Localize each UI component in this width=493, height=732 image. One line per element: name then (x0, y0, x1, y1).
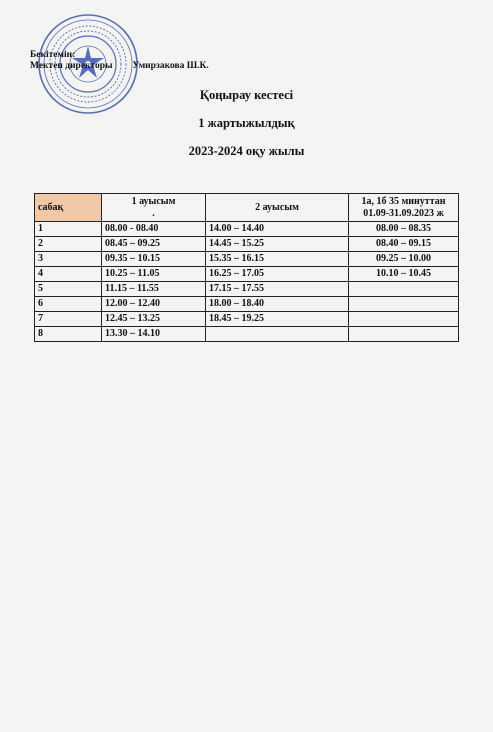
header-special-schedule (349, 194, 459, 222)
table-header-row (35, 194, 459, 222)
lesson-number-cell: 8 (35, 327, 102, 342)
table-row (35, 282, 459, 297)
lesson-number-cell: 5 (35, 282, 102, 297)
lesson-number-cell: 1 (35, 222, 102, 237)
header-shift-1-mark: . (152, 207, 155, 219)
table-row (35, 222, 459, 237)
document-title: Қоңырау кестесі (199, 88, 294, 102)
shift-1-time-cell: 12.00 – 12.40 (102, 297, 206, 312)
shift-2-time-cell: 18.45 – 19.25 (206, 312, 349, 327)
academic-year-label: 2023-2024 оқу жылы (188, 144, 305, 158)
header-shift-2: 2 ауысым (206, 194, 349, 222)
shift-2-time-cell: 17.15 – 17.55 (206, 282, 349, 297)
special-time-cell: 08.40 – 09.15 (349, 237, 459, 252)
lesson-number-cell: 3 (35, 252, 102, 267)
lesson-number-cell: 6 (35, 297, 102, 312)
shift-2-time-cell (206, 327, 349, 342)
special-time-cell (349, 327, 459, 342)
special-time-cell: 09.25 – 10.00 (349, 252, 459, 267)
director-name: Умирзакова Ш.К. (132, 61, 209, 71)
term-label: 1 жартыжылдық (198, 116, 295, 130)
table-row (35, 267, 459, 282)
table-row (35, 252, 459, 267)
shift-2-time-cell: 14.45 – 15.25 (206, 237, 349, 252)
approval-signature-line (30, 61, 209, 72)
header-lesson: сабақ (35, 194, 102, 222)
special-time-cell: 10.10 – 10.45 (349, 267, 459, 282)
shift-1-time-cell: 10.25 – 11.05 (102, 267, 206, 282)
shift-2-time-cell: 14.00 – 14.40 (206, 222, 349, 237)
header-shift-1-label: 1 ауысым (131, 195, 176, 207)
shift-1-time-cell: 13.30 – 14.10 (102, 327, 206, 342)
bell-schedule-table (34, 193, 459, 342)
shift-1-time-cell: 08.00 - 08.40 (102, 222, 206, 237)
shift-2-time-cell: 18.00 – 18.40 (206, 297, 349, 312)
header-shift-1 (102, 194, 206, 222)
lesson-number-cell: 2 (35, 237, 102, 252)
special-time-cell: 08.00 – 08.35 (349, 222, 459, 237)
table-row (35, 327, 459, 342)
shift-2-time-cell: 16.25 – 17.05 (206, 267, 349, 282)
shift-1-time-cell: 12.45 – 13.25 (102, 312, 206, 327)
header-special-line-2: 01.09-31.09.2023 ж (363, 207, 444, 219)
shift-1-time-cell: 08.45 – 09.25 (102, 237, 206, 252)
special-time-cell (349, 312, 459, 327)
shift-1-time-cell: 11.15 – 11.55 (102, 282, 206, 297)
special-time-cell (349, 282, 459, 297)
shift-2-time-cell: 15.35 – 16.15 (206, 252, 349, 267)
special-time-cell (349, 297, 459, 312)
table-row (35, 312, 459, 327)
approval-block (30, 50, 209, 72)
shift-1-time-cell: 09.35 – 10.15 (102, 252, 206, 267)
header-special-line-1: 1а, 1б 35 минуттан (361, 195, 446, 207)
approval-label: Бекітемін: (30, 50, 76, 60)
table-row (35, 297, 459, 312)
lesson-number-cell: 7 (35, 312, 102, 327)
table-row (35, 237, 459, 252)
lesson-number-cell: 4 (35, 267, 102, 282)
director-title: Мектеп директоры (30, 61, 113, 71)
